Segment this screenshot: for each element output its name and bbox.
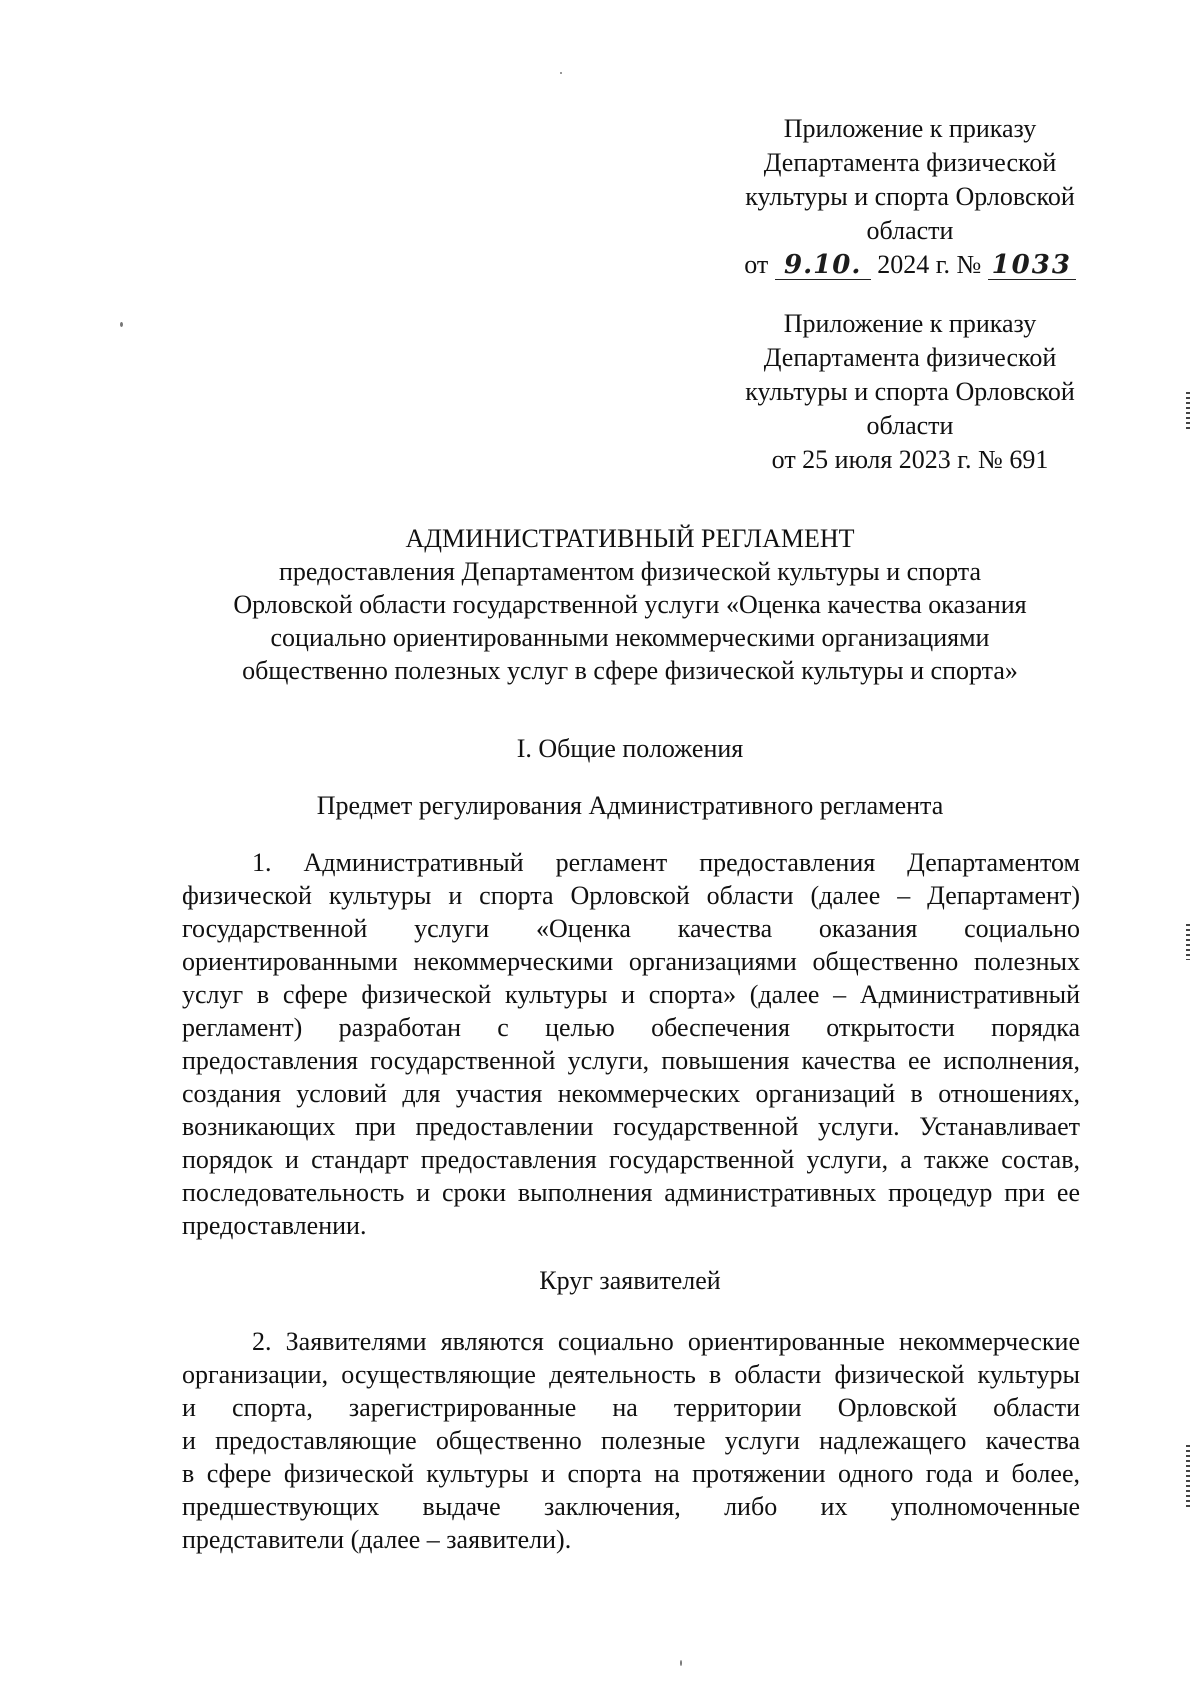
- document-title: [190, 522, 1070, 687]
- paragraph-line: 1. Административный регламент предоставления Департаментом: [252, 848, 1080, 877]
- paragraph-line: организации, осуществляющие деятельность в области физической культуры: [182, 1360, 1080, 1389]
- paragraph-1: [182, 846, 1080, 1242]
- scan-speck: [560, 72, 562, 74]
- paragraph-line: представители (далее – заявители).: [182, 1525, 572, 1554]
- scan-speck: [120, 322, 123, 327]
- title-line3: социально ориентированными некоммерческими организациями: [270, 623, 990, 652]
- paragraph-line: регламент) разработан с целью обеспечения открытости порядка: [182, 1013, 1080, 1042]
- paragraph-line: создания условий для участия некоммерческих организаций в отношениях,: [182, 1079, 1080, 1108]
- title-line2: Орловской области государственной услуги «Оценка качества оказания: [233, 590, 1027, 619]
- annex-previous-line1: Приложение к приказу: [783, 309, 1037, 338]
- scan-edge-mark: [1186, 392, 1190, 430]
- section-heading: I. Общие положения: [516, 734, 744, 763]
- paragraph-line: в сфере физической культуры и спорта на протяжении одного года и более,: [182, 1459, 1080, 1488]
- annex-previous-line3: культуры и спорта Орловской: [745, 377, 1075, 406]
- handwritten-date: 9.10.: [775, 251, 871, 280]
- annex-current-date-line: [700, 248, 1120, 282]
- paragraph-line: последовательность и сроки выполнения административных процедур при ее: [182, 1178, 1080, 1207]
- annex-current-block: [700, 112, 1120, 282]
- title-line4: общественно полезных услуг в сфере физической культуры и спорта»: [242, 656, 1018, 685]
- order-year: 2024 г. №: [877, 250, 982, 279]
- paragraph-line: государственной услуги «Оценка качества оказания социально: [182, 914, 1080, 943]
- paragraph-line: возникающих при предоставлении государственной услуги. Устанавливает: [182, 1112, 1080, 1141]
- annex-current-line2: Департамента физической: [763, 148, 1057, 177]
- paragraph-line: и спорта, зарегистрированные на территории Орловской области: [182, 1393, 1080, 1422]
- annex-previous-block: [700, 307, 1120, 477]
- title-line1: предоставления Департаментом физической культуры и спорта: [279, 557, 981, 586]
- annex-current-line1: Приложение к приказу: [783, 114, 1037, 143]
- scan-speck: [680, 1660, 682, 1666]
- annex-previous-line2: Департамента физической: [763, 343, 1057, 372]
- paragraph-2: [182, 1325, 1080, 1556]
- title-main: АДМИНИСТРАТИВНЫЙ РЕГЛАМЕНТ: [405, 524, 855, 553]
- paragraph-line: предоставления государственной услуги, повышения качества ее исполнения,: [182, 1046, 1080, 1075]
- paragraph-line: 2. Заявителями являются социально ориентированные некоммерческие: [252, 1327, 1080, 1356]
- paragraph-line: и предоставляющие общественно полезные услуги надлежащего качества: [182, 1426, 1080, 1455]
- paragraph-line: услуг в сфере физической культуры и спорта» (далее – Административный: [182, 980, 1080, 1009]
- paragraph-line: предшествующих выдаче заключения, либо их уполномоченные: [182, 1492, 1080, 1521]
- annex-previous-line5: от 25 июля 2023 г. № 691: [771, 445, 1049, 474]
- scan-edge-mark: [1186, 924, 1190, 960]
- annex-current-line4: области: [866, 216, 954, 245]
- handwritten-order-number: 1033: [988, 251, 1076, 280]
- paragraph-line: физической культуры и спорта Орловской области (далее – Департамент): [182, 881, 1080, 910]
- applicants-heading: Круг заявителей: [539, 1266, 721, 1295]
- subject-heading: Предмет регулирования Административного регламента: [316, 791, 944, 820]
- annex-previous-line4: области: [866, 411, 954, 440]
- annex-current-line3: культуры и спорта Орловской: [745, 182, 1075, 211]
- paragraph-line: порядок и стандарт предоставления государственной услуги, а также состав,: [182, 1145, 1080, 1174]
- scan-edge-mark: [1186, 1445, 1190, 1509]
- date-prefix: от: [744, 250, 769, 279]
- paragraph-line: предоставлении.: [182, 1211, 367, 1240]
- paragraph-line: ориентированными некоммерческими организациями общественно полезных: [182, 947, 1080, 976]
